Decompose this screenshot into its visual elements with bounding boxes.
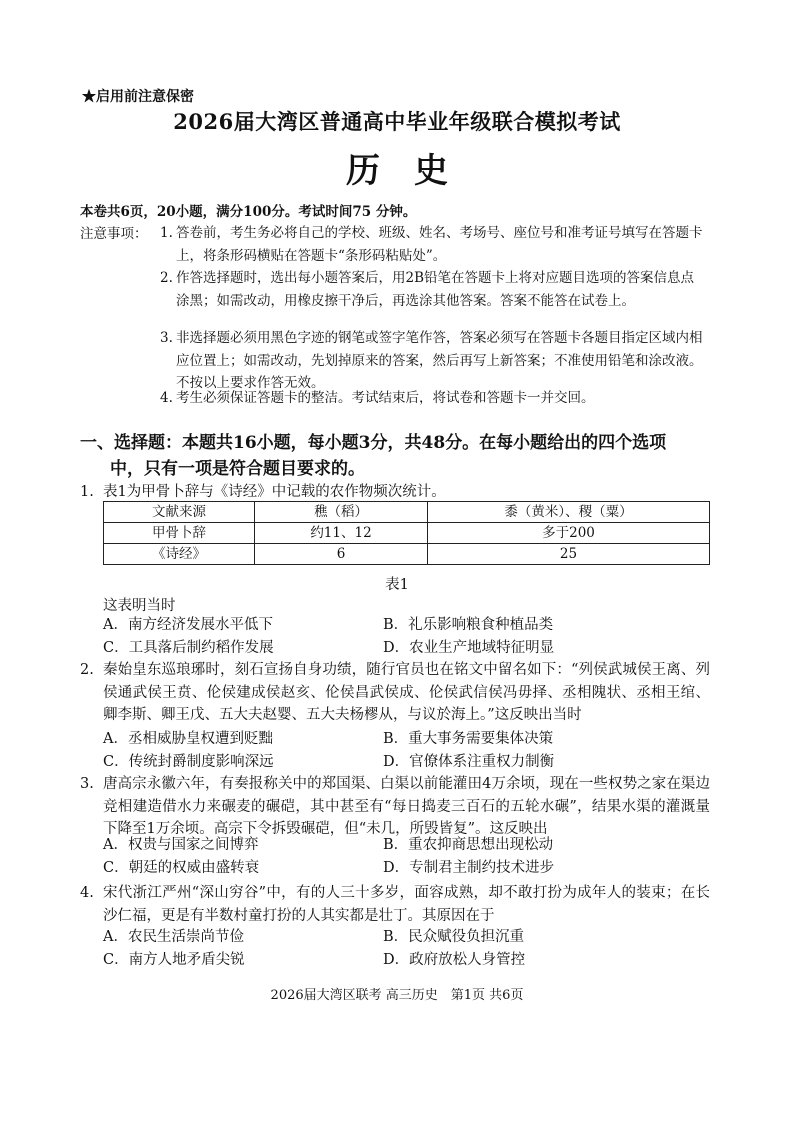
section-heading-line1: 一、选择题：本题共16小题，每小题3分，共48分。在每小题给出的四个选项 bbox=[80, 433, 667, 453]
table-header-row bbox=[104, 502, 710, 523]
table-header: 黍（黄米）、稷（粟） bbox=[428, 502, 710, 523]
note-number: 2. bbox=[160, 270, 173, 286]
question-text: 唐高宗永徽六年，有奏报称关中的郑国渠、白渠以前能灌田4万余顷，现在一些权势之家在渠边竞相建造借水力来碾麦的碾硙，其中甚至有“每日捣麦三百石的五轮水碾”，结果水渠的灌溉量下降至1万余顷。高宗下令拆毁碾硙，但“未几，所毁皆复”。这反映出 bbox=[103, 776, 710, 837]
question-3-option-d: D．专制君主制约技术进步 bbox=[383, 860, 555, 876]
question-number: 1. bbox=[80, 484, 94, 500]
note-text: 考生必须保证答题卡的整洁。考试结束后，将试卷和答题卡一并交回。 bbox=[176, 390, 595, 406]
table-cell: 25 bbox=[428, 544, 710, 565]
question-1-lead: 这表明当时 bbox=[103, 598, 176, 614]
note-item-3 bbox=[160, 327, 705, 395]
table-header: 文献来源 bbox=[104, 502, 255, 523]
question-text: 宋代浙江严州“深山穷谷”中，有的人三十多岁，面容成熟，却不敢打扮为成年人的装束；在长沙仁福，更是有半数村童打扮的人其实都是壮丁。其原因在于 bbox=[103, 885, 710, 924]
question-4-option-b: B．民众赋役负担沉重 bbox=[383, 929, 525, 945]
table-cell: 甲骨卜辞 bbox=[104, 523, 255, 544]
table-cell: 约11、12 bbox=[255, 523, 428, 544]
table-cell: 《诗经》 bbox=[104, 544, 255, 565]
page-footer: 2026届大湾区联考 高三历史 第1页 共6页 bbox=[270, 988, 524, 1003]
question-3-option-b: B．重农抑商思想出现松动 bbox=[383, 837, 554, 853]
question-3-stem bbox=[80, 773, 710, 841]
table-row bbox=[104, 544, 710, 565]
question-1-option-b: B．礼乐影响粮食种植品类 bbox=[383, 617, 554, 633]
question-1-option-a: A．南方经济发展水平低下 bbox=[103, 617, 273, 633]
question-text: 秦始皇东巡琅琊时，刻石宣扬自身功绩，随行官员也在铭文中留名如下：“列侯武城侯王离、列侯通武侯王贲、伦侯建成侯赵亥、伦侯昌武侯成、伦侯武信侯冯毋择、丞相隗状、丞相王绾、卿李斯、卿王戊、五大夫赵婴、五大夫杨樛从，与议於海上。”这反映出当时 bbox=[103, 662, 710, 723]
question-4-stem bbox=[80, 882, 710, 927]
notes-label: 注意事项： bbox=[80, 226, 148, 242]
question-4-option-c: C．南方人地矛盾尖锐 bbox=[103, 952, 245, 968]
note-number: 3. bbox=[160, 330, 173, 346]
confidential-notice: ★启用前注意保密 bbox=[82, 89, 194, 105]
table-cell: 6 bbox=[255, 544, 428, 565]
question-4-option-d: D．政府放松人身管控 bbox=[383, 952, 526, 968]
note-number: 4. bbox=[160, 390, 173, 406]
table-cell: 多于200 bbox=[428, 523, 710, 544]
exam-info: 本卷共6页，20小题，满分100分。考试时间75 分钟。 bbox=[80, 204, 417, 220]
note-number: 1. bbox=[160, 225, 173, 241]
question-3-option-a: A．权贵与国家之间博弈 bbox=[103, 837, 259, 853]
question-3-option-c: C．朝廷的权威由盛转衰 bbox=[103, 860, 260, 876]
table-row bbox=[104, 523, 710, 544]
question-2-option-b: B．重大事务需要集体决策 bbox=[383, 731, 554, 747]
note-text: 非选择题必须用黑色字迹的钢笔或签字笔作答，答案必须写在答题卡各题目指定区域内相应位置上；如需改动，先划掉原来的答案，然后再写上新答案；不准使用铅笔和涂改液。不按以上要求作答无效。 bbox=[176, 330, 703, 391]
note-item-4 bbox=[160, 387, 705, 410]
question-2-option-a: A．丞相威胁皇权遭到贬黜 bbox=[103, 731, 273, 747]
question-text: 表1为甲骨卜辞与《诗经》中记载的农作物频次统计。 bbox=[103, 484, 446, 500]
section-heading-line2: 中，只有一项是符合题目要求的。 bbox=[110, 459, 365, 479]
note-item-1 bbox=[160, 222, 705, 267]
question-number: 3. bbox=[80, 776, 94, 792]
question-number: 4. bbox=[80, 885, 94, 901]
question-1-option-d: D．农业生产地域特征明显 bbox=[383, 640, 555, 656]
crop-frequency-table bbox=[103, 501, 710, 565]
question-number: 2. bbox=[80, 662, 94, 678]
note-text: 作答选择题时，选出每小题答案后，用2B铅笔在答题卡上将对应题目选项的答案信息点涂黑；如需改动，用橡皮擦干净后，再选涂其他答案。答案不能答在试卷上。 bbox=[176, 270, 695, 309]
note-text: 答卷前，考生务必将自己的学校、班级、姓名、考场号、座位号和准考证号填写在答题卡上，将条形码横贴在答题卡“条形码粘贴处”。 bbox=[176, 225, 703, 264]
note-item-2 bbox=[160, 267, 705, 312]
section-heading bbox=[80, 430, 720, 482]
exam-title: 2026届大湾区普通高中毕业年级联合模拟考试 bbox=[173, 109, 621, 134]
question-1-option-c: C．工具落后制约稻作发展 bbox=[103, 640, 274, 656]
table-caption: 表1 bbox=[385, 577, 409, 593]
question-2-option-c: C．传统封爵制度影响深远 bbox=[103, 754, 274, 770]
question-2-stem bbox=[80, 659, 710, 727]
subject-title: 历史 bbox=[346, 151, 482, 191]
question-4-option-a: A．农民生活崇尚节俭 bbox=[103, 929, 244, 945]
question-2-option-d: D．官僚体系注重权力制衡 bbox=[383, 754, 555, 770]
table-header: 穛（稻） bbox=[255, 502, 428, 523]
